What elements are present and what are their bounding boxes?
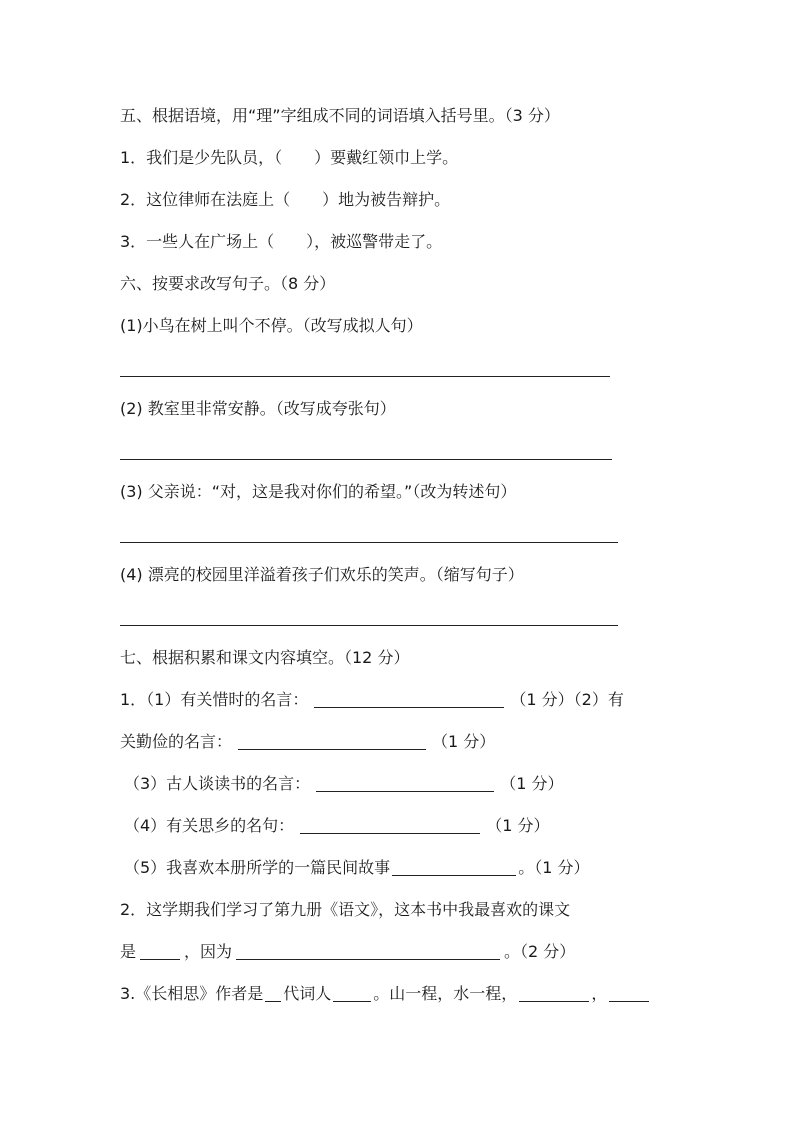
blank-q1e[interactable] (392, 859, 516, 876)
blank-q2-reason[interactable] (236, 943, 500, 960)
section5-heading: 五、根据语境，用“理”字组成不同的词语填入括号里。（3 分） (120, 106, 560, 125)
q1e-text: （5）我喜欢本册所学的一篇民间故事 (124, 858, 391, 877)
answer-line-3[interactable] (120, 542, 618, 543)
q2-pre: 是 (120, 942, 137, 961)
q3-sep: ， (591, 984, 608, 1003)
q1b-score: （1 分） (432, 732, 496, 751)
blank-q2-title[interactable] (140, 943, 180, 960)
section7-heading: 七、根据积累和课文内容填空。（12 分） (120, 648, 410, 667)
section7-q1-line3 (124, 772, 563, 796)
section6-item-4: (4) 漂亮的校园里洋溢着孩子们欢乐的笑声。（缩写句子） (120, 565, 524, 584)
blank-q1d[interactable] (300, 817, 480, 834)
q1c-text: （3）古人谈读书的名言： (124, 774, 311, 793)
blank-q3-line2[interactable] (609, 985, 649, 1002)
q3-mid1: 代词人 (283, 984, 332, 1003)
section6-item-3: (3) 父亲说：“对，这是我对你们的希望。”（改为转述句） (120, 482, 517, 501)
blank-q1a[interactable] (314, 691, 504, 708)
section7-q1-line4 (124, 814, 549, 838)
section7-q1-line1 (120, 688, 624, 712)
q1d-text: （4）有关思乡的名句： (124, 816, 295, 835)
blank-q1b[interactable] (238, 733, 426, 750)
section7-q1-line2 (120, 730, 495, 754)
section5-item-1: 1．我们是少先队员，（ ）要戴红领巾上学。 (120, 148, 459, 167)
answer-line-1[interactable] (120, 376, 610, 377)
section7-q3-line (120, 982, 651, 1006)
section5-item-3: 3．一些人在广场上（ ），被巡警带走了。 (120, 232, 443, 251)
section6-item-1: (1)小鸟在树上叫个不停。（改写成拟人句） (120, 316, 423, 335)
q2-mid: ，因为 (184, 942, 233, 961)
blank-q3-dynasty[interactable] (265, 985, 281, 1002)
section6-heading: 六、按要求改写句子。（8 分） (120, 274, 336, 293)
q1c-score: （1 分） (500, 774, 564, 793)
section7-q2-line2 (120, 940, 575, 964)
section7-q2-line1: 2．这学期我们学习了第九册《语文》，这本书中我最喜欢的课文 (120, 900, 571, 919)
section5-item-2: 2．这位律师在法庭上（ ）地为被告辩护。 (120, 190, 451, 209)
q3-pre: 3.《长相思》作者是 (120, 984, 264, 1003)
q3-mid2: 。山一程，水一程， (373, 984, 518, 1003)
answer-line-2[interactable] (120, 459, 612, 460)
q2-end: 。（2 分） (504, 942, 576, 961)
answer-line-4[interactable] (120, 625, 618, 626)
q1a-score: （1 分）（2）有 (510, 690, 624, 709)
q1b-text: 关勤俭的名言： (120, 732, 233, 751)
blank-q1c[interactable] (316, 775, 494, 792)
q1d-score: （1 分） (486, 816, 550, 835)
blank-q3-line1[interactable] (519, 985, 589, 1002)
section6-item-2: (2) 教室里非常安静。（改写成夸张句） (120, 399, 396, 418)
blank-q3-author[interactable] (333, 985, 371, 1002)
section7-q1-line5 (124, 856, 589, 880)
q1a-text: 1．（1）有关惜时的名言： (120, 690, 309, 709)
q1e-score: 。（1 分） (518, 858, 590, 877)
